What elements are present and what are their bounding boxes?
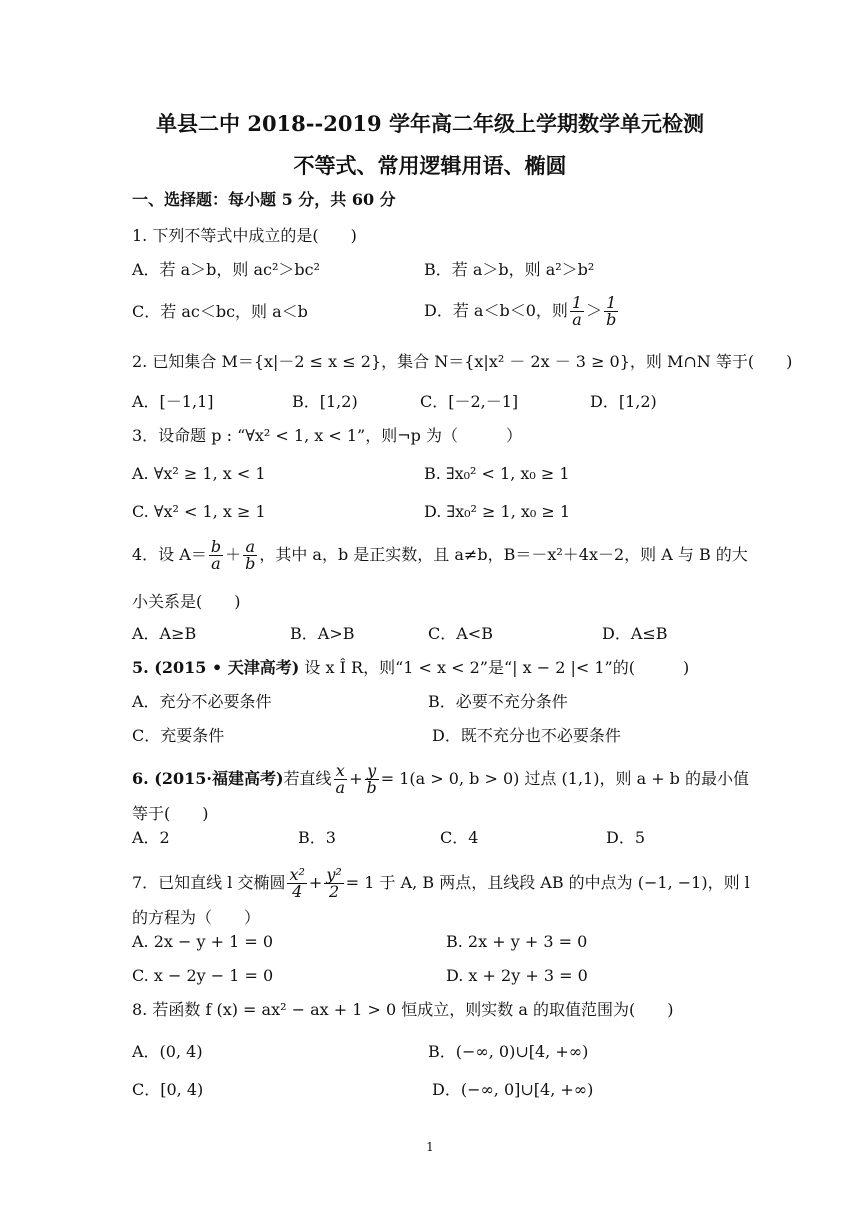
q2-option-c: C．[－2,－1]	[420, 392, 519, 411]
q6-option-a: A．2	[132, 828, 170, 847]
fraction-x-over-a: $\frac{x}{a}$	[335, 761, 346, 797]
q3-option-b: B. ∃x₀² < 1, x₀ ≥ 1	[424, 464, 570, 483]
q2-stem: 2. 已知集合 M＝{x|－2 ≤ x ≤ 2}，集合 N＝{x|x² － 2x － 3 ≥ 0}，则 M∩N 等于( )	[132, 352, 793, 371]
q6-stem: 6. (2015·福建高考)若直线 $\frac{x}{a}$ + $\frac{y}{b}$ = 1(a > 0, b > 0) 过点 (1,1)，则 a + b 的最小值	[132, 761, 750, 797]
q8-stem: 8. 若函数 f (x) = ax² − ax + 1 > 0 恒成立，则实数 a 的取值范围为( )	[132, 1000, 674, 1019]
q6-stem-continued: 等于( )	[132, 804, 209, 823]
q5-option-b: B．必要不充分条件	[428, 692, 568, 711]
q1-stem: 1. 下列不等式中成立的是( )	[132, 226, 357, 245]
q4-option-c: C．A<B	[428, 624, 493, 643]
q2-option-b: B．[1,2)	[292, 392, 358, 411]
q7-stem-continued: 的方程为（ ）	[132, 908, 261, 927]
page-subtitle: 不等式、常用逻辑用语、椭圆	[293, 153, 567, 178]
fraction-y-over-b: $\frac{y}{b}$	[366, 761, 377, 797]
q8-option-b: B．(−∞, 0)∪[4, +∞)	[428, 1042, 589, 1061]
page-number: 1	[426, 1140, 434, 1154]
q1-option-c: C．若 ac＜bc，则 a＜b	[132, 302, 308, 321]
fraction-y2-over-2: $\frac{\text{y²}}{2}$	[326, 865, 342, 901]
q7-stem: 7．已知直线 l 交椭圆 $\frac{\text{x²}}{4}$ + $\frac{\text{y²}}{2}$ = 1 于 A, B 两点，且线段 AB 的中点为 (−1, −1)，则 l	[132, 865, 750, 901]
q5-option-a: A．充分不必要条件	[132, 692, 272, 711]
q3-stem: 3．设命题 p : “∀x² < 1, x < 1”，则¬p 为（ ）	[132, 426, 522, 445]
section-heading: 一、选择题：每小题 5 分，共 60 分	[132, 190, 396, 209]
q3-option-a: A. ∀x² ≥ 1, x < 1	[132, 464, 266, 483]
q5-stem: 5. (2015 • 天津高考) 设 x Î R，则“1 < x < 2”是“| x − 2 |< 1”的( )	[132, 658, 690, 677]
fraction-a-over-b: $\frac{a}{b}$	[245, 537, 256, 573]
q4-option-d: D．A≤B	[602, 624, 668, 643]
q7-option-a: A. 2x − y + 1 = 0	[132, 932, 274, 951]
q3-option-d: D. ∃x₀² ≥ 1, x₀ ≥ 1	[424, 502, 571, 521]
q8-option-d: D．(−∞, 0]∪[4, +∞)	[432, 1080, 594, 1099]
fraction-1-over-b: $\frac{1}{b}$	[606, 293, 617, 329]
q3-option-c: C. ∀x² < 1, x ≥ 1	[132, 502, 266, 521]
fraction-1-over-a: $\frac{1}{a}$	[571, 293, 583, 329]
page-title: 单县二中 2018--2019 学年高二年级上学期数学单元检测	[156, 111, 704, 136]
fraction-b-over-a: $\frac{b}{a}$	[210, 537, 222, 573]
q2-option-d: D．[1,2)	[590, 392, 657, 411]
q7-option-c: C. x − 2y − 1 = 0	[132, 966, 274, 985]
q5-option-c: C．充要条件	[132, 726, 225, 745]
q8-option-c: C．[0, 4)	[132, 1080, 204, 1099]
q1-option-a: A．若 a＞b，则 ac²＞bc²	[132, 260, 321, 279]
q6-option-b: B．3	[298, 828, 336, 847]
q7-option-b: B. 2x + y + 3 = 0	[446, 932, 588, 951]
q7-option-d: D. x + 2y + 3 = 0	[446, 966, 588, 985]
q6-option-d: D．5	[606, 828, 646, 847]
q5-option-d: D．既不充分也不必要条件	[432, 726, 621, 745]
fraction-x2-over-4: $\frac{\text{x²}}{4}$	[289, 865, 305, 901]
q2-option-a: A．[－1,1]	[132, 392, 214, 411]
q4-stem: 4．设 A＝ $\frac{b}{a}$ ＋ $\frac{a}{b}$ ，其中 a，b 是正实数，且 a≠b，B＝－x²＋4x－2，则 A 与 B 的大	[132, 537, 748, 573]
q1-option-d: D．若 a＜b＜0，则 $\frac{1}{a}$ ＞ $\frac{1}{b}$	[424, 293, 617, 329]
q6-option-c: C．4	[440, 828, 479, 847]
q8-option-a: A．(0, 4)	[132, 1042, 203, 1061]
q1-option-b: B．若 a＞b，则 a²＞b²	[424, 260, 595, 279]
q4-option-b: B．A>B	[290, 624, 355, 643]
q4-option-a: A．A≥B	[132, 624, 197, 643]
q4-stem-continued: 小关系是( )	[132, 592, 241, 611]
